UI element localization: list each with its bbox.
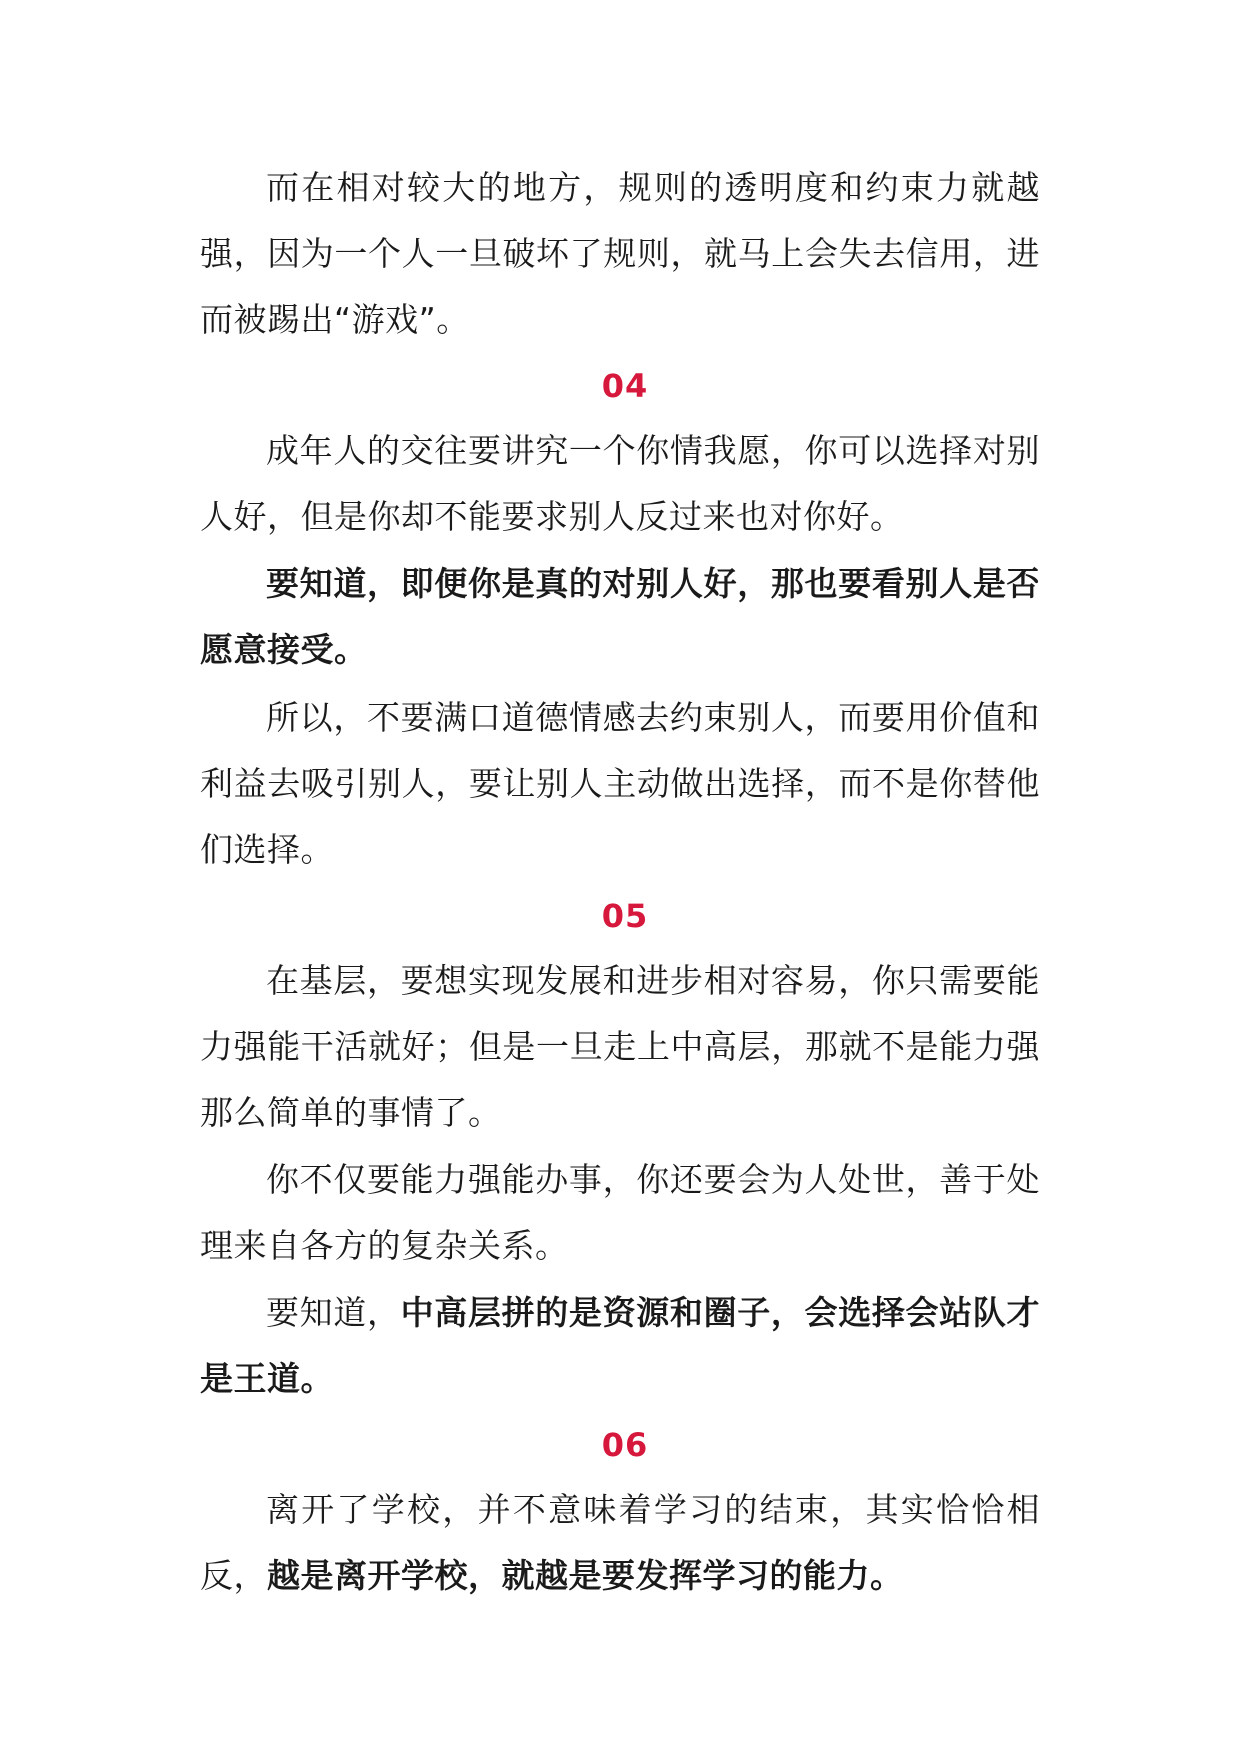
- paragraph-resources-circles-lead: 要知道，: [266, 1293, 401, 1332]
- paragraph-learning-after-school: [200, 1477, 1040, 1609]
- paragraph-learning-emphasis: 越是离开学校，就越是要发挥学习的能力。: [267, 1556, 904, 1595]
- paragraph-bold-acceptance: 要知道，即便你是真的对别人好，那也要看别人是否愿意接受。: [200, 564, 1040, 669]
- paragraph-rules-transparency: 而在相对较大的地方，规则的透明度和约束力就越强，因为一个人一旦破坏了规则，就马上会失去信用，进而被踢出“游戏”。: [200, 168, 1040, 339]
- section-heading-06: 06: [601, 1426, 649, 1464]
- section-heading-05: 05: [601, 897, 649, 935]
- paragraph-value-attraction: 所以，不要满口道德情感去约束别人，而要用价值和利益去吸引别人，要让别人主动做出选择，而不是你替他们选择。: [200, 698, 1040, 869]
- article-body: [200, 155, 1040, 1610]
- paragraph-resources-circles: [200, 1280, 1040, 1412]
- paragraph-learning-lead: 离开了学校，并不意味着学习的结束，其实恰恰相反，: [200, 1490, 1040, 1595]
- paragraph-resources-circles-emphasis: 中高层拼的是资源和圈子，会选择会站队才是王道。: [200, 1293, 1041, 1398]
- paragraph-mutual-willingness: 成年人的交往要讲究一个你情我愿，你可以选择对别人好，但是你却不能要求别人反过来也对你好。: [200, 431, 1040, 536]
- paragraph-social-skills: 你不仅要能力强能办事，你还要会为人处世，善于处理来自各方的复杂关系。: [200, 1160, 1040, 1265]
- paragraph-grassroots-development: 在基层，要想实现发展和进步相对容易，你只需要能力强能干活就好；但是一旦走上中高层，那就不是能力强那么简单的事情了。: [200, 961, 1040, 1132]
- section-heading-04: 04: [601, 367, 649, 405]
